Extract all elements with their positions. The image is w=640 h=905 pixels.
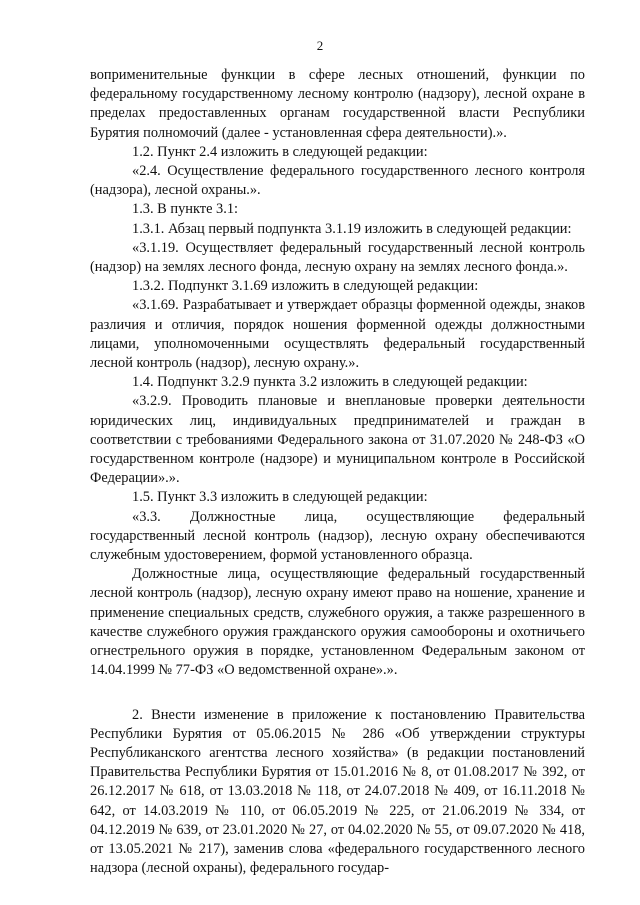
paragraph-item-1-2: 1.2. Пункт 2.4 изложить в следующей редакции: (132, 143, 428, 160)
paragraph-item-1-4: 1.4. Подпункт 3.2.9 пункта 3.2 изложить в следующей редакции: (132, 374, 528, 391)
paragraph-item-1-5: 1.5. Пункт 3.3 изложить в следующей редакции: (132, 489, 428, 506)
paragraph-quote-2-4: «2.4. Осуществление федерального государственного лесного контроля (надзора), лесной охраны.». (90, 163, 585, 199)
document-body (90, 66, 585, 878)
paragraph-item-1-3-2: 1.3.2. Подпункт 3.1.69 изложить в следующей редакции: (132, 278, 479, 295)
paragraph-continuation: воприменительные функции в сфере лесных отношений, функции по федеральному государственному лесному контролю (надзору), лесной охране в пределах предоставленных органам государственной власти Республики Бурятия полномочий (далее - установленная сфера деятельности).». (90, 67, 585, 141)
paragraph-quote-3-2-9: «3.2.9. Проводить плановые и внеплановые проверки деятельности юридических лиц, индивидуальных предпринимателей и граждан в соответствии с требованиями Федерального закона от 31.07.2020 № 248-ФЗ «О государственном контроле (надзоре) и муниципальном контроле в Российской Федерации».». (90, 393, 585, 487)
page-number: 2 (316, 38, 324, 53)
paragraph-officials-rights: Должностные лица, осуществляющие федеральный государственный лесной контроль (надзор), лесную охрану имеют право на ношение, хранение и применение специальных средств, служебного оружия, а также разрешенного в качестве служебного оружия гражданского оружия самообороны и охотничьего огнестрельного оружия в порядке, установленном Федеральным законом от 14.04.1999 № 77-ФЗ «О ведомственной охране».». (90, 566, 585, 679)
paragraph-item-1-3: 1.3. В пункте 3.1: (132, 201, 239, 218)
paragraph-quote-3-3: «3.3. Должностные лица, осуществляющие федеральный государственный лесной контроль (надзор), лесную охрану обеспечиваются служебным удостоверением, формой установленного образца. (90, 508, 585, 564)
paragraph-quote-3-1-69: «3.1.69. Разрабатывает и утверждает образцы форменной одежды, знаков различия и отличия, порядок ношения форменной одежды должностными лицами, уполномоченными осуществлять федеральный государственный лесной контроль (надзор), лесную охрану.». (90, 297, 585, 372)
paragraph-item-1-3-1: 1.3.1. Абзац первый подпункта 3.1.19 изложить в следующей редакции: (132, 220, 572, 237)
paragraph-quote-3-1-19: «3.1.19. Осуществляет федеральный государственный лесной контроль (надзор) на землях лесного фонда, лесную охрану на землях лесного фонда.». (90, 239, 585, 276)
paragraph-item-2: 2. Внести изменение в приложение к постановлению Правительства Республики Бурятия от 05.06.2015 № 286 «Об утверждении структуры Республиканского агентства лесного хозяйства» (в редакции постановлений Правительства Республики Бурятия от 15.01.2016 № 8, от 01.08.2017 № 392, от 26.12.2017 № 618, от 13.03.2018 № 118, от 24.07.2018 № 409, от 16.11.2018 № 642, от 14.03.2019 № 110, от 06.05.2019 № 225, от 21.06.2019 № 334, от 04.12.2019 № 639, от 23.01.2020 № 27, от 04.02.2020 № 55, от 09.07.2020 № 418, от 13.05.2021 № 217), заменив слова «федерального государственного лесного надзора (лесной охраны), федерального государ- (90, 706, 585, 877)
